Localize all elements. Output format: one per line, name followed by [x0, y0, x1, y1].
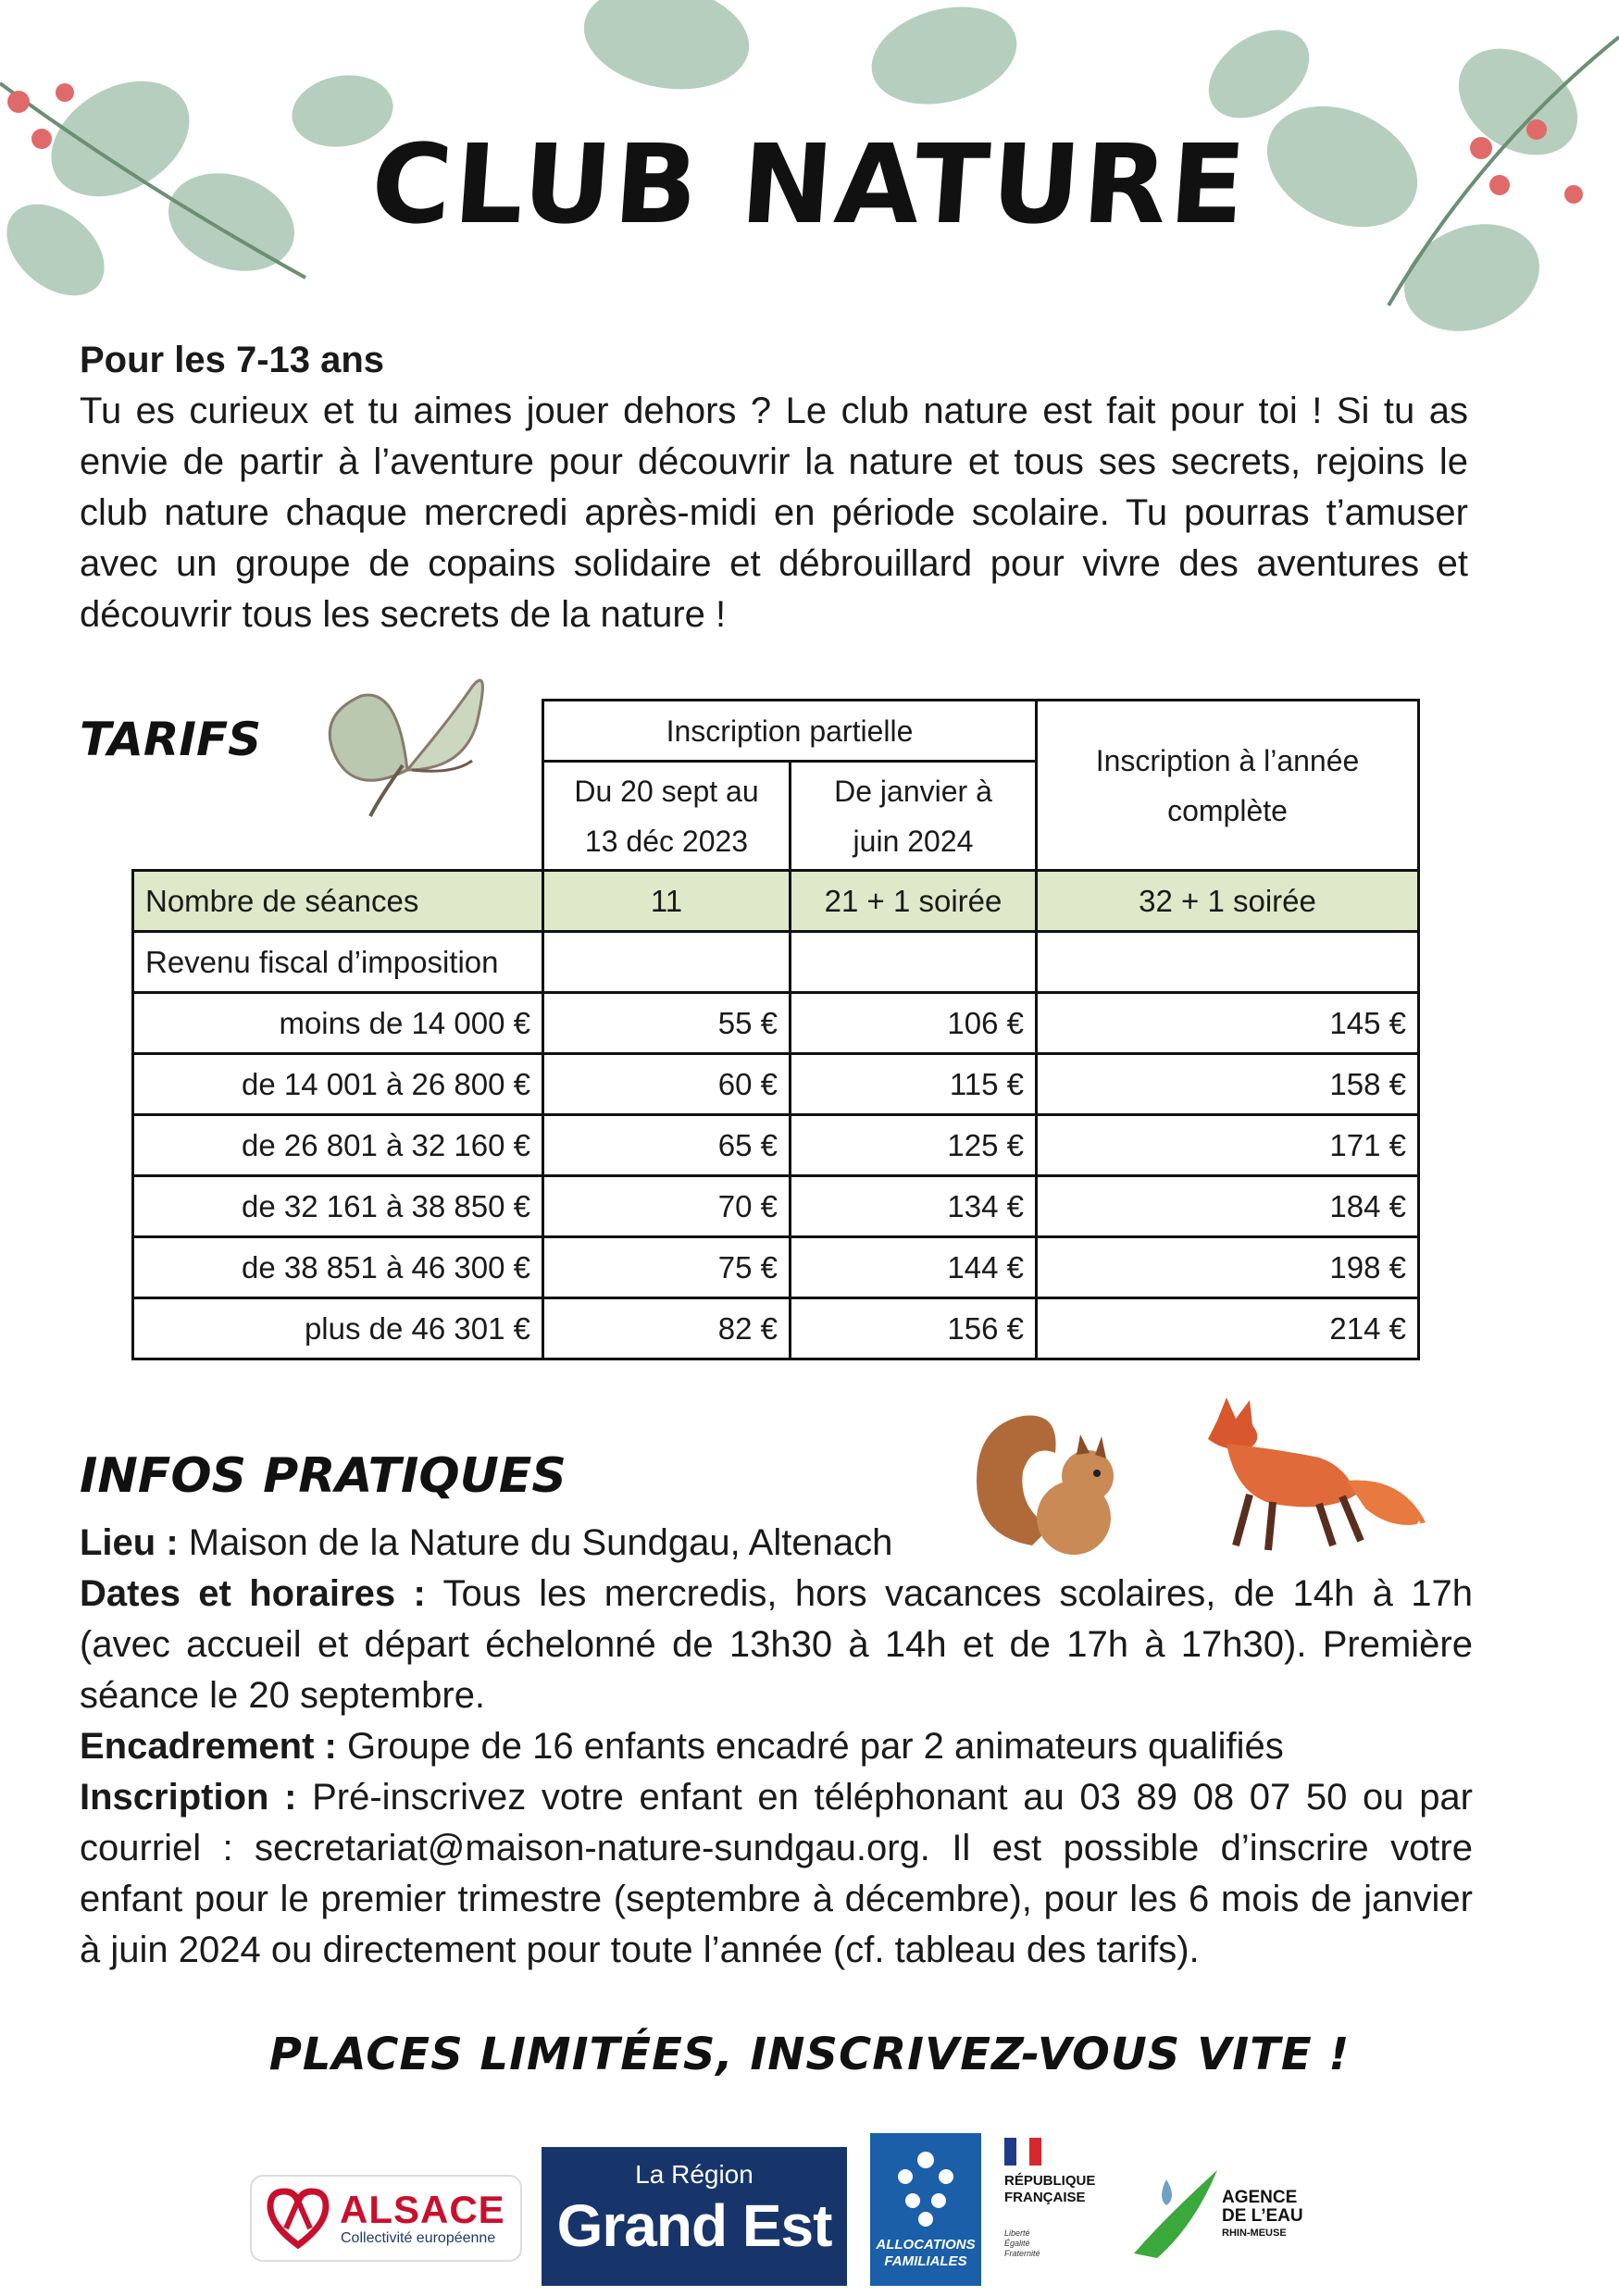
row-full: 158 € [1037, 1054, 1419, 1115]
slogan: PLACES LIMITÉES, INSCRIVEZ-VOUS VITE ! [268, 2029, 1351, 2080]
row-p1: 82 € [543, 1298, 791, 1359]
row-p1: 75 € [543, 1237, 791, 1298]
row-p2: 125 € [791, 1115, 1037, 1176]
seances-p2: 21 + 1 soirée [791, 871, 1037, 932]
row-label: de 14 001 à 26 800 € [133, 1054, 543, 1115]
table-row [133, 1298, 1419, 1359]
partner-logos [0, 2101, 1619, 2286]
info-lieu: Lieu : Maison de la Nature du Sundgau, Altenach [80, 1522, 893, 1563]
row-p2: 134 € [791, 1176, 1037, 1237]
infos-section [80, 1518, 1473, 1976]
seances-row [133, 871, 1419, 932]
caf-figures-icon [889, 2147, 963, 2230]
table-row [133, 1054, 1419, 1115]
seances-p1: 11 [543, 871, 791, 932]
republique-francaise-logo: RÉPUBLIQUE FRANÇAISE Liberté Égalité Fraternité [1004, 2138, 1115, 2277]
intro-text: Tu es curieux et tu aimes jouer dehors ? Le club nature est fait pour toi ! Si tu as envie de partir à l’aventure pour découvrir la nature et tous ses secrets, rejoins le club nature chaque mercredi après-midi en période scolaire. Tu pourras t’amuser avec un groupe de copains solidaire et débrouillard pour vivre des aventures et découvrir tous les secrets de la nature ! [80, 391, 1468, 635]
row-label: de 38 851 à 46 300 € [133, 1237, 543, 1298]
tarifs-heading: TARIFS [80, 713, 262, 766]
info-inscription: Inscription : Pré-inscrivez votre enfant en téléphonant au 03 89 08 07 50 ou par courriel : secretariat@maison-nature-sundgau.org. Il est possible d’inscrire votre enfant pour le premier trimestre (septembre à décembre), pour les 6 mois de janvier à juin 2024 ou directement pour toute l’année (cf. tableau des tarifs). [80, 1777, 1474, 1970]
tarifs-table [131, 699, 1420, 1360]
row-p1: 55 € [543, 993, 791, 1054]
page-title: CLUB NATURE [367, 120, 1252, 248]
row-p1: 60 € [543, 1054, 791, 1115]
info-dates: Dates et horaires : Tous les mercredis, hors vacances scolaires, de 14h à 17h (avec accueil et départ échelonné de 13h30 à 14h et de 17h à 17h30). Première séance le 20 septembre. [80, 1573, 1473, 1716]
info-encadrement: Encadrement : Groupe de 16 enfants encadré par 2 animateurs qualifiés [80, 1726, 1284, 1767]
row-full: 198 € [1037, 1237, 1419, 1298]
period2-header: De janvier à juin 2024 [791, 762, 1037, 871]
table-row [133, 1237, 1419, 1298]
revenu-label: Revenu fiscal d’imposition [133, 932, 543, 993]
partial-header: Inscription partielle [543, 701, 1037, 762]
row-full: 145 € [1037, 993, 1419, 1054]
row-full: 171 € [1037, 1115, 1419, 1176]
table-row [133, 993, 1419, 1054]
table-row [133, 1176, 1419, 1237]
agence-eau-logo: AGENCE DE L’EAU RHIN-MEUSE [1129, 2152, 1314, 2272]
revenu-row [133, 932, 1419, 993]
alsace-heart-icon [266, 2188, 330, 2249]
full-year-header: Inscription à l’année complète [1037, 701, 1419, 871]
row-full: 184 € [1037, 1176, 1419, 1237]
row-p2: 115 € [791, 1054, 1037, 1115]
row-p2: 156 € [791, 1298, 1037, 1359]
row-p2: 144 € [791, 1237, 1037, 1298]
age-heading: Pour les 7-13 ans [80, 340, 385, 380]
infos-heading: INFOS PRATIQUES [80, 1448, 567, 1504]
row-label: de 32 161 à 38 850 € [133, 1176, 543, 1237]
seances-label: Nombre de séances [133, 871, 543, 932]
period1-header: Du 20 sept au 13 déc 2023 [543, 762, 791, 871]
row-p2: 106 € [791, 993, 1037, 1054]
row-p1: 65 € [543, 1115, 791, 1176]
row-full: 214 € [1037, 1298, 1419, 1359]
row-p1: 70 € [543, 1176, 791, 1237]
row-label: de 26 801 à 32 160 € [133, 1115, 543, 1176]
alsace-logo: ALSACE Collectivité européenne [250, 2175, 522, 2262]
water-drop-icon [1129, 2152, 1222, 2263]
intro-section [80, 335, 1468, 640]
marianne-flag-icon [1004, 2138, 1041, 2166]
caf-logo: ALLOCATIONS FAMILIALES [870, 2133, 981, 2286]
row-label: moins de 14 000 € [133, 993, 543, 1054]
seances-full: 32 + 1 soirée [1037, 871, 1419, 932]
table-row [133, 1115, 1419, 1176]
row-label: plus de 46 301 € [133, 1298, 543, 1359]
grand-est-logo: La Région Grand Est [542, 2147, 847, 2286]
